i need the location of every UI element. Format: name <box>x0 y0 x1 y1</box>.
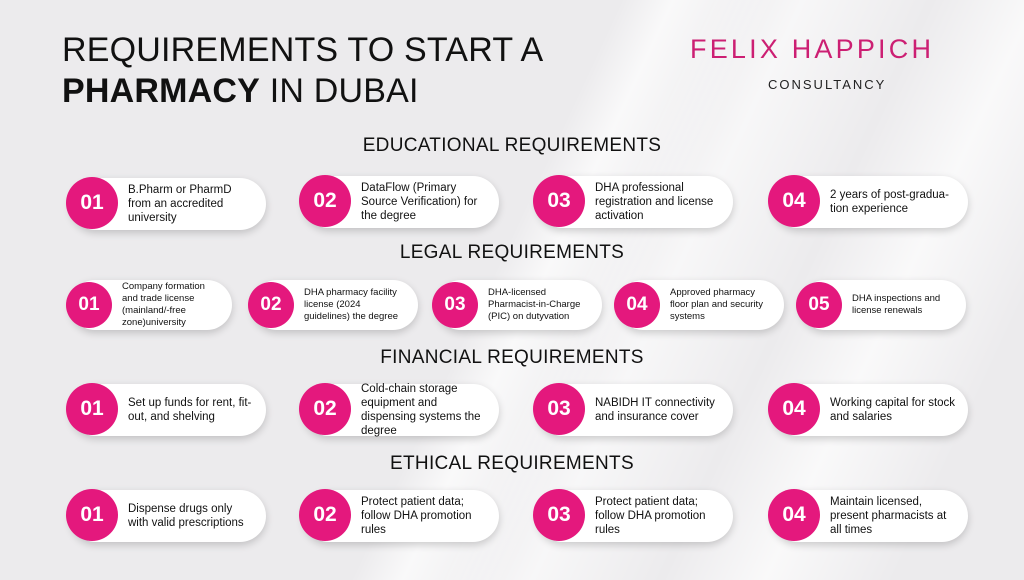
brand-logo <box>690 34 980 92</box>
financial-item-3 <box>537 384 733 436</box>
item-number: 01 <box>66 177 118 229</box>
educational-item-3 <box>537 176 733 228</box>
item-number: 01 <box>66 282 112 328</box>
item-text: Protect patient data; follow DHA promotion rules <box>361 496 472 536</box>
item-number: 05 <box>796 282 842 328</box>
item-text: Cold-chain storage equipment and dispensing systems the degree <box>361 383 481 437</box>
item-text: Company formation and trade license (mainland/-free zone)university <box>122 281 205 328</box>
item-number: 02 <box>299 383 351 435</box>
item-number: 04 <box>768 383 820 435</box>
legal-item-1 <box>70 280 232 330</box>
item-text: Set up funds for rent, fit-out, and shelving <box>128 397 252 423</box>
item-number: 04 <box>768 489 820 541</box>
item-number: 03 <box>533 489 585 541</box>
item-number: 02 <box>299 489 351 541</box>
item-number: 01 <box>66 383 118 435</box>
item-text: DHA pharmacy facility license (2024 guidelines) the degree <box>304 287 399 322</box>
ethical-item-3 <box>537 490 733 542</box>
item-text: DHA professional registration and license activation <box>595 182 714 222</box>
educational-item-2 <box>303 176 499 228</box>
item-number: 03 <box>533 383 585 435</box>
ethical-item-4 <box>772 490 968 542</box>
item-text: NABIDH IT connectivity and insurance cover <box>595 397 715 423</box>
financial-item-2 <box>303 384 499 436</box>
ethical-item-2 <box>303 490 499 542</box>
item-number: 02 <box>299 175 351 227</box>
title-emphasis: PHARMACY <box>62 72 261 110</box>
legal-item-3 <box>436 280 602 330</box>
legal-item-5 <box>800 280 966 330</box>
financial-item-4 <box>772 384 968 436</box>
item-text: Maintain licensed, present pharmacists at all times <box>830 496 947 536</box>
legal-item-2 <box>252 280 418 330</box>
brand-name: FELIX HAPPICH <box>690 34 935 64</box>
item-number: 04 <box>614 282 660 328</box>
brand-subtitle: CONSULTANCY <box>768 77 887 92</box>
page-title <box>62 30 543 112</box>
item-number: 03 <box>432 282 478 328</box>
title-line-1: REQUIREMENTS TO START A <box>62 31 544 69</box>
item-number: 04 <box>768 175 820 227</box>
item-number: 02 <box>248 282 294 328</box>
item-text: Dispense drugs only with valid prescriptions <box>128 503 244 529</box>
item-text: Approved pharmacy floor plan and security systems <box>670 287 763 322</box>
educational-item-4 <box>772 176 968 228</box>
item-number: 01 <box>66 489 118 541</box>
title-line-2-rest: IN DUBAI <box>260 72 419 110</box>
item-text: B.Pharm or PharmD from an accredited university <box>128 184 232 224</box>
legal-item-4 <box>618 280 784 330</box>
section-title-educational: EDUCATIONAL REQUIREMENTS <box>362 135 662 156</box>
section-title-legal: LEGAL REQUIREMENTS <box>399 242 625 263</box>
ethical-item-1 <box>70 490 266 542</box>
educational-item-1 <box>70 178 266 230</box>
item-text: DHA-licensed Pharmacist-in-Charge (PIC) on dutyvation <box>488 287 581 322</box>
section-title-financial: FINANCIAL REQUIREMENTS <box>380 347 644 368</box>
item-number: 03 <box>533 175 585 227</box>
item-text: DHA inspections and license renewals <box>852 293 941 316</box>
item-text: Working capital for stock and salaries <box>830 397 956 423</box>
item-text: Protect patient data; follow DHA promotion rules <box>595 496 706 536</box>
financial-item-1 <box>70 384 266 436</box>
section-title-ethical: ETHICAL REQUIREMENTS <box>390 453 634 474</box>
item-text: 2 years of post-gradua-tion experience <box>830 189 949 215</box>
item-text: DataFlow (Primary Source Verification) for the degree <box>361 182 478 222</box>
